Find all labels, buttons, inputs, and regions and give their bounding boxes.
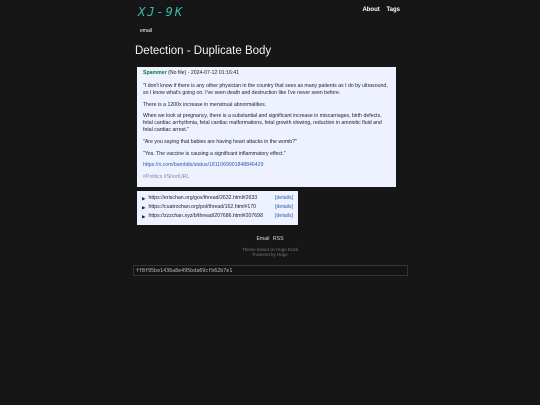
post-card [137,67,396,187]
nav-tags-link[interactable]: Tags [386,7,400,13]
post-paragraph: "Yes. The vaccine is causing a significant inflammatory effect." [143,150,286,157]
post-paragraph: There is a 1200x increase in menstrual abnormalities. [143,101,267,108]
page-title: Detection - Duplicate Body [135,45,272,57]
details-link[interactable]: [details] [275,204,293,210]
crosspost-url[interactable]: https://erischan.org/gov/thread/2632.html#2633 [148,195,258,201]
footer-email-link[interactable]: Email [256,236,270,242]
post-meta [143,70,390,77]
details-link[interactable]: [details] [275,213,293,219]
top-nav [357,7,400,13]
post-paragraph: "I don't know if there is any other physician in the country that sees as many patients as I do by ultrasound, so I know what's going on. I've seen death and destruction like I've never seen before. [143,83,388,97]
footer-rss-link[interactable]: RSS [272,236,284,242]
crosspost-url[interactable]: https://zzzchan.xyz/b/thread/207686.html#207698 [148,213,263,219]
post-file: (No file) [168,70,187,76]
post-paragraph: "Are you saying that babies are having heart attacks in the womb?" [143,138,297,145]
powered-credit: Powered by Hugo [252,252,288,257]
crosspost-item[interactable] [142,194,293,203]
post-tags[interactable]: #Politics #ShortURL [143,173,190,180]
details-link[interactable]: [details] [275,195,293,201]
theme-credit: Theme based on Hugo Dusk [242,247,298,252]
footer-links [0,236,540,242]
post-link[interactable]: https://x.com/bambkb/status/1811069901848846429 [143,162,264,169]
crosspost-item[interactable] [142,212,293,221]
crosspost-list [137,191,298,225]
page-hash: ff8f95be1436a8e495bda69cfb62b7e1 [133,265,408,276]
crosspost-url[interactable]: https://cuatrochan.org/pol/thread/162.html#170 [148,204,257,210]
expand-triangle-icon[interactable]: ▶ [142,205,146,210]
expand-triangle-icon[interactable]: ▶ [142,214,146,219]
nav-about-link[interactable]: About [362,7,380,13]
site-logo[interactable]: XJ-9K [138,5,185,19]
post-paragraph: When we look at pregnancy, there is a substantial and significant increase in miscarriages, birth defects, fetal cardiac arrhythmia, fetal cardiac malformations, fetal growth slowing, reduction in amniotic fluid and fetal cardiac arrest." [143,113,382,134]
crosspost-item[interactable] [142,203,293,212]
poster-name: Spammer [143,70,167,76]
email-link[interactable]: email [140,28,152,34]
post-timestamp: - 2024-07-12 01:16:41 [187,70,240,76]
expand-triangle-icon[interactable]: ▶ [142,196,146,201]
